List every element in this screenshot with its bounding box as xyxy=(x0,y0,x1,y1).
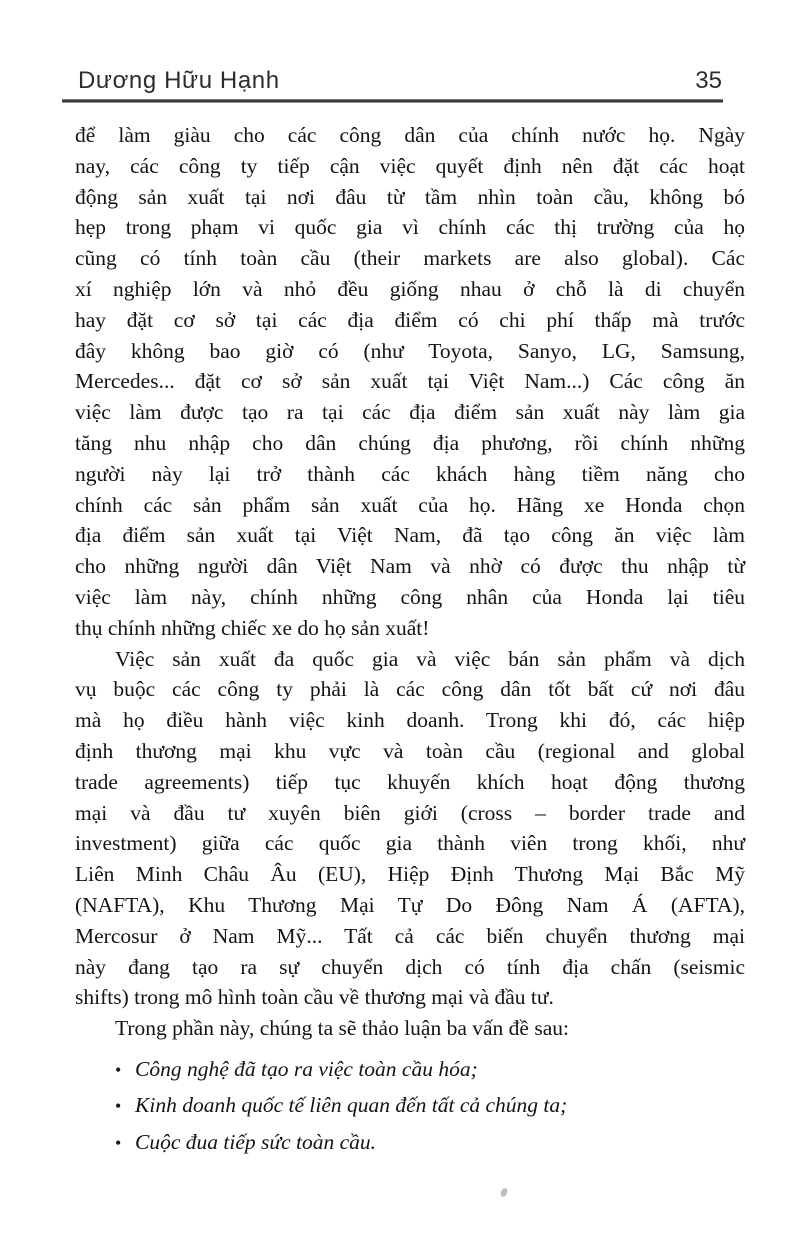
text-line: Việc sản xuất đa quốc gia và việc bán sản phẩm và dịch xyxy=(115,646,745,671)
running-header xyxy=(78,67,722,95)
text-line: hay đặt cơ sở tại các địa điểm có chi phí thấp mà trước xyxy=(75,307,745,332)
text-line: tăng nhu nhập cho dân chúng địa phương, rồi chính những xyxy=(75,430,745,455)
bullet-icon: • xyxy=(115,1096,122,1117)
text-line: hẹp trong phạm vi quốc gia vì chính các thị trường của họ xyxy=(75,215,745,240)
text-line: này đang tạo ra sự chuyển dịch có tính địa chấn (seismic xyxy=(75,954,745,979)
text-line: investment) giữa các quốc gia thành viên trong khối, như xyxy=(75,831,745,856)
list-item xyxy=(115,1125,745,1162)
text-line: trade agreements) tiếp tục khuyến khích hoạt động thương xyxy=(75,769,745,794)
list-item-text: Cuộc đua tiếp sức toàn cầu. xyxy=(135,1129,377,1154)
author-name: Dương Hữu Hạnh xyxy=(78,67,280,94)
text-line: đây không bao giờ có (như Toyota, Sanyo, LG, Samsung, xyxy=(75,338,745,363)
text-line: việc làm được tạo ra tại các địa điểm sản xuất này làm gia xyxy=(75,400,745,425)
text-line: cũng có tính toàn cầu (their markets are also global). Các xyxy=(75,246,745,271)
text-line: chính các sản phẩm sản xuất của họ. Hãng xe Honda chọn xyxy=(75,492,745,517)
list-item-text: Công nghệ đã tạo ra việc toàn cầu hóa; xyxy=(135,1056,478,1081)
text-line: shifts) trong mô hình toàn cầu về thương mại và đầu tư. xyxy=(75,985,554,1010)
text-line: mà họ điều hành việc kinh doanh. Trong khi đó, các hiệp xyxy=(75,708,745,733)
list-item xyxy=(115,1088,745,1125)
paragraph xyxy=(75,1013,745,1044)
header-rule xyxy=(62,99,723,103)
bullet-icon: • xyxy=(115,1059,122,1080)
paragraph xyxy=(75,644,745,1014)
body-text xyxy=(75,120,745,1161)
page-number: 35 xyxy=(695,67,722,94)
text-line: xí nghiệp lớn và nhỏ đều giống nhau ở chỗ là di chuyển xyxy=(75,276,745,301)
text-line: Trong phần này, chúng ta sẽ thảo luận ba vấn đề sau: xyxy=(115,1016,569,1041)
text-line: để làm giàu cho các công dân của chính nước họ. Ngày xyxy=(75,123,745,147)
text-line: vụ buộc các công ty phải là các công dân tốt bất cứ nơi đâu xyxy=(75,677,745,702)
list-item-text: Kinh doanh quốc tế liên quan đến tất cả chúng ta; xyxy=(135,1093,568,1118)
text-line: động sản xuất tại nơi đâu từ tầm nhìn toàn cầu, không bó xyxy=(75,184,745,209)
text-line: địa điểm sản xuất tại Việt Nam, đã tạo công ăn việc làm xyxy=(75,523,745,548)
text-line: nay, các công ty tiếp cận việc quyết định nên đặt các hoạt xyxy=(75,153,745,178)
text-line: cho những người dân Việt Nam và nhờ có được thu nhập từ xyxy=(75,554,745,579)
bullet-icon: • xyxy=(115,1132,122,1153)
text-line: Mercosur ở Nam Mỹ... Tất cả các biến chuyển thương mại xyxy=(75,923,745,948)
list-item xyxy=(115,1052,745,1089)
text-line: định thương mại khu vực và toàn cầu (regional and global xyxy=(75,738,745,763)
text-line: (NAFTA), Khu Thương Mại Tự Do Đông Nam Á (AFTA), xyxy=(75,892,745,917)
text-line: Liên Minh Châu Âu (EU), Hiệp Định Thương Mại Bắc Mỹ xyxy=(75,862,745,887)
text-line: người này lại trở thành các khách hàng tiềm năng cho xyxy=(75,461,745,486)
paragraph xyxy=(75,120,745,644)
bullet-list xyxy=(75,1052,745,1162)
scan-speck xyxy=(500,1187,508,1197)
text-line: mại và đầu tư xuyên biên giới (cross – border trade and xyxy=(75,800,745,825)
text-line: thụ chính những chiếc xe do họ sản xuất! xyxy=(75,615,430,640)
text-line: việc làm này, chính những công nhân của Honda lại tiêu xyxy=(75,584,745,609)
text-line: Mercedes... đặt cơ sở sản xuất tại Việt Nam...) Các công ăn xyxy=(75,369,745,394)
